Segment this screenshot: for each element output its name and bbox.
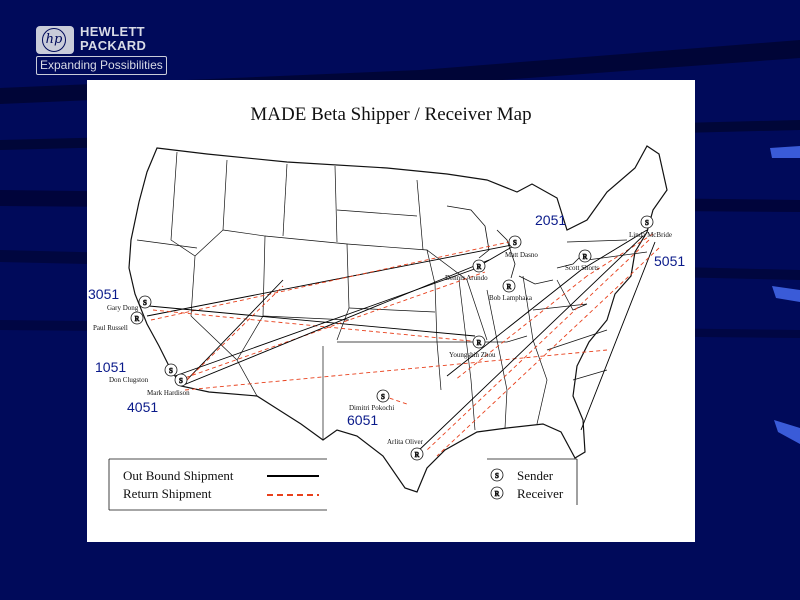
region-code-5051: 5051 (654, 253, 686, 269)
label-dennis-arundo: Dennis Arundo (445, 274, 488, 282)
label-paul-russell: Paul Russell (93, 324, 128, 332)
legend-receiver-icon (491, 487, 503, 499)
svg-text:S: S (179, 377, 183, 385)
svg-text:R: R (476, 263, 482, 271)
marker-youngshin-zhou (473, 336, 485, 348)
marker-linda-mcbride (641, 216, 653, 228)
legend-sender-icon (491, 469, 503, 481)
hp-badge (36, 26, 74, 54)
hp-logo (36, 24, 168, 76)
legend-receiver-label: Receiver (517, 486, 564, 501)
marker-gary-dong (139, 296, 151, 308)
label-arlita-oliver: Arlita Oliver (387, 438, 423, 446)
label-mark-hardison: Mark Hardison (147, 389, 190, 397)
marker-dimitri-pokochi (377, 390, 389, 402)
map-title: MADE Beta Shipper / Receiver Map (250, 104, 532, 125)
us-map (87, 80, 695, 542)
state-borders (134, 152, 647, 440)
label-gary-dong: Gary Dong (107, 304, 139, 312)
label-dimitri-pokochi: Dimitri Pokochi (349, 404, 395, 412)
marker-dennis-arundo (473, 260, 485, 272)
marker-don-clugston (165, 364, 177, 376)
markers (131, 216, 653, 460)
region-code-2051: 2051 (535, 212, 567, 228)
svg-text:S: S (513, 239, 517, 247)
legend-outbound-label: Out Bound Shipment (123, 468, 234, 483)
marker-mark-hardison (175, 374, 187, 386)
marker-matt-dasno (509, 236, 521, 248)
map-panel (87, 80, 695, 542)
company-name-line1: HEWLETT (80, 24, 145, 39)
svg-text:S: S (645, 219, 649, 227)
svg-text:S: S (169, 367, 173, 375)
region-code-3051: 3051 (88, 286, 120, 302)
marker-bob-lamphaka (503, 280, 515, 292)
svg-text:R: R (134, 315, 140, 323)
region-code-6051: 6051 (347, 412, 379, 428)
label-don-clugston: Don Clugston (109, 376, 149, 384)
legend-sender-label: Sender (517, 468, 554, 483)
svg-text:S: S (381, 393, 385, 401)
region-code-4051: 4051 (127, 399, 159, 415)
label-youngshin-zhou: Youngshin Zhou (449, 351, 496, 359)
label-bob-lamphaka: Bob Lamphaka (489, 294, 532, 302)
company-name (80, 25, 146, 53)
svg-text:R: R (414, 451, 420, 459)
legend-return-label: Return Shipment (123, 486, 212, 501)
region-code-1051: 1051 (95, 359, 127, 375)
svg-text:R: R (506, 283, 512, 291)
marker-scott-shorts (579, 250, 591, 262)
hp-mark: hp (42, 28, 66, 52)
company-name-line2: PACKARD (80, 38, 147, 53)
marker-arlita-oliver (411, 448, 423, 460)
label-matt-dasno: Matt Dasno (505, 251, 538, 259)
svg-text:S: S (495, 472, 499, 480)
svg-text:R: R (494, 490, 500, 498)
label-linda-mcbride: Linda McBride (629, 231, 672, 239)
marker-paul-russell (131, 312, 143, 324)
svg-text:R: R (582, 253, 588, 261)
legend (109, 459, 577, 510)
tagline: Expanding Possibilities (36, 56, 167, 75)
label-scott-shorts: Scott Shorts (565, 264, 600, 272)
svg-text:S: S (143, 299, 147, 307)
svg-text:R: R (476, 339, 482, 347)
